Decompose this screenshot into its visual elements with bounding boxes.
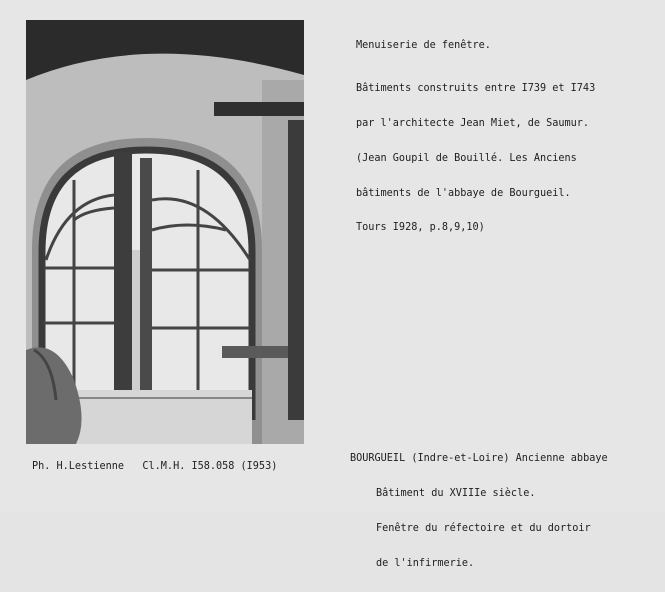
caption-line: Bâtiments construits entre I739 et I743: [356, 83, 596, 95]
window-photograph: [26, 20, 304, 444]
caption-line: bâtiments de l'abbaye de Bourgueil.: [356, 187, 571, 199]
place-description: [350, 430, 608, 592]
window-photograph-image: [26, 20, 304, 444]
caption-line: par l'architecte Jean Miet, de Saumur.: [356, 117, 590, 129]
place-line: BOURGUEIL (Indre-et-Loire) Ancienne abbaye: [350, 453, 608, 465]
place-line: Fenêtre du réfectoire et du dortoir: [376, 522, 591, 534]
caption-title: Menuiserie de fenêtre.: [356, 40, 491, 51]
caption-line: (Jean Goupil de Bouillé. Les Anciens: [356, 152, 577, 164]
caption-line: Tours I928, p.8,9,10): [356, 222, 485, 234]
photo-credit: Ph. H.Lestienne Cl.M.H. I58.058 (I953): [32, 461, 278, 472]
caption-description: [356, 60, 595, 257]
place-line: de l'infirmerie.: [376, 557, 475, 569]
place-line: Bâtiment du XVIIIe siècle.: [376, 487, 536, 499]
